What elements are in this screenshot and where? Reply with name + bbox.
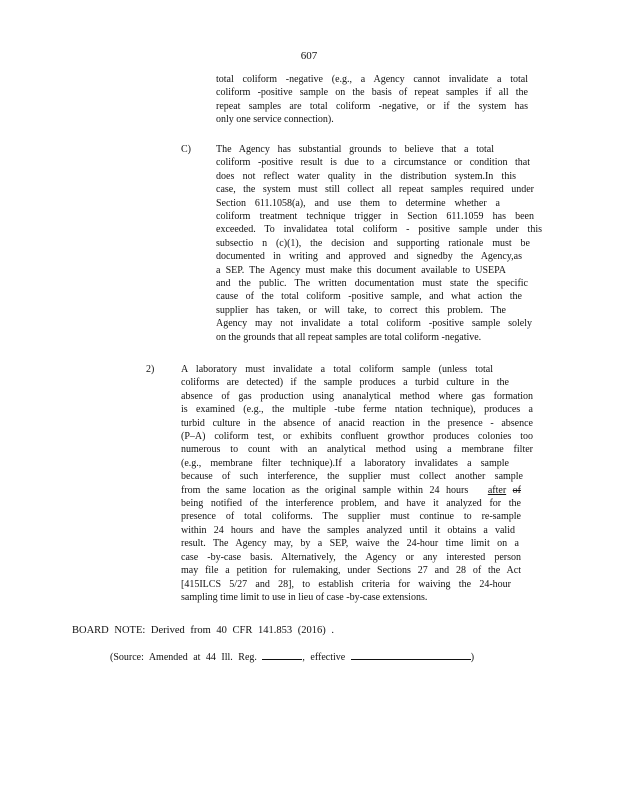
- text-line: result. The Agency may, by a SEP, waive the 24-hour time limit on a: [181, 538, 519, 550]
- text-line: subsectio n (c)(1), the decision and supporting rationale must be: [216, 237, 530, 249]
- text-line: Agency may not invalidate a total coliform -positive sample solely: [216, 318, 532, 330]
- subsection-c-text: [216, 143, 542, 344]
- effective-date-blank: [351, 649, 471, 660]
- board-note: BOARD NOTE: Derived from 40 CFR 141.853 (2016) .: [72, 625, 334, 636]
- text-line: turbid culture in the absence of anacid reaction in the presence - absence: [181, 417, 533, 429]
- page-number: 607: [300, 50, 318, 62]
- text-line: absence of gas production using ananalytical method where gas formation: [181, 390, 533, 402]
- text-line: does not reflect water quality in the distribution system.In this: [216, 170, 516, 182]
- text-line: documented in writing and approved and signedby the Agency,as: [216, 251, 522, 263]
- text-line: (P–A) coliform test, or exhibits confluent growthor produces colonies too: [181, 431, 533, 443]
- deleted-text: of: [512, 484, 522, 496]
- text-line: only one service connection).: [216, 114, 334, 126]
- paragraph-2-text: [181, 363, 533, 604]
- text-line: The Agency has substantial grounds to believe that a total: [216, 144, 494, 155]
- text-line: coliforms are detected) if the sample produces a turbid culture in the: [181, 377, 509, 389]
- text-line: A laboratory must invalidate a total coliform sample (unless total: [181, 364, 493, 375]
- text-line: total coliform -negative (e.g., a Agency cannot invalidate a total: [216, 74, 528, 85]
- register-blank: [262, 649, 302, 660]
- text-line: a SEP. The Agency must make this document available to USEPA: [216, 264, 506, 276]
- text-line: on the grounds that all repeat samples are total coliform -negative.: [216, 331, 482, 343]
- inserted-text: after: [487, 484, 507, 496]
- text-line: being notified of the interference problem, and have it analyzed for the: [181, 498, 521, 510]
- text-line: supplier has taken, or will take, to correct this problem. The: [216, 304, 506, 316]
- text-line: coliform -positive sample on the basis of repeat samples if all the: [216, 87, 528, 99]
- text-line: and the public. The written documentation must state the specific: [216, 278, 528, 290]
- text-line: case, the system must still collect all repeat samples required under: [216, 184, 534, 196]
- source-suffix: ): [470, 652, 475, 663]
- text-line: is examined (e.g., the multiple -tube ferme ntation technique), produces a: [181, 404, 533, 416]
- text-line: because of such interference, the supplier must collect another sample: [181, 471, 523, 483]
- text-line: [415ILCS 5/27 and 28], to establish criteria for waiving the 24-hour: [181, 578, 511, 590]
- text-line: repeat samples are total coliform -negative, or if the system has: [216, 100, 528, 112]
- text-line: may file a petition for rulemaking, under Sections 27 and 28 of the Act: [181, 565, 521, 577]
- source-line: [110, 649, 474, 664]
- text-line: (e.g., membrane filter technique).If a laboratory invalidates a sample: [181, 457, 509, 469]
- text-line: exceeded. To invalidatea total coliform - positive sample under this: [216, 224, 542, 236]
- text-line: cause of the total coliform -positive sample, and what action the: [216, 291, 522, 303]
- subsection-c-label: C): [181, 144, 191, 155]
- text-line: Section 611.1058(a), and use them to determine whether a: [216, 197, 500, 209]
- text-line: coliform treatment technique trigger in Section 611.1059 has been: [216, 211, 534, 223]
- paragraph-2-label: 2): [146, 364, 155, 375]
- source-prefix: (Source: Amended at 44 Ill. Reg.: [110, 652, 257, 663]
- text-line: numerous to count with an analytical method using a membrane filter: [181, 444, 533, 456]
- text-line: within 24 hours and have the samples analyzed until it obtains a valid: [181, 524, 515, 536]
- subsection-b-continuation: [216, 73, 528, 127]
- text-segment: from the same location as the original sample within 24 hours: [181, 484, 469, 496]
- text-line: coliform -positive result is due to a circumstance or condition that: [216, 157, 530, 169]
- source-middle: , effective: [302, 652, 346, 663]
- text-line: sampling time limit to use in lieu of case -by-case extensions.: [181, 591, 428, 603]
- amended-line: [181, 484, 521, 497]
- text-line: presence of total coliforms. The supplier must continue to re-sample: [181, 511, 521, 523]
- text-line: case -by-case basis. Alternatively, the Agency or any interested person: [181, 551, 521, 563]
